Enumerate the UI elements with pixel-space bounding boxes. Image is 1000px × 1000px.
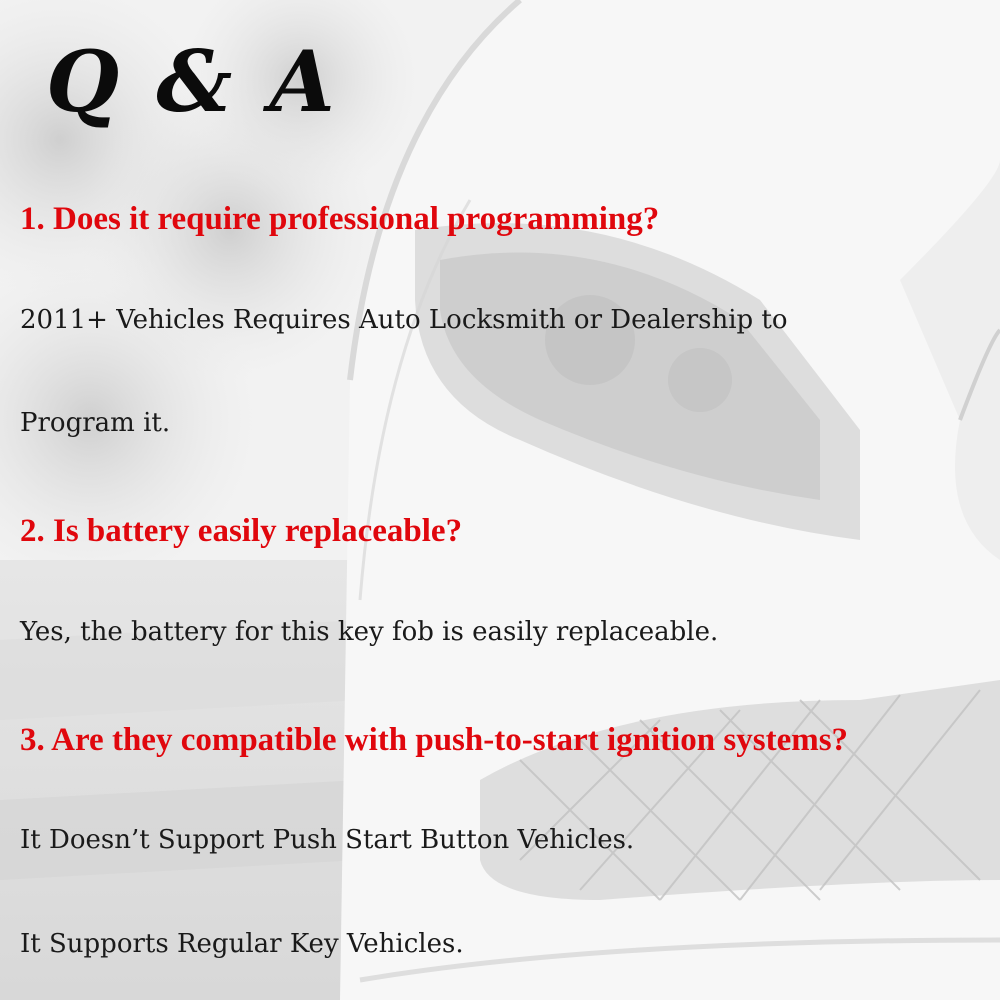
question-1: 1. Does it require professional programming?: [20, 201, 660, 237]
answer-3-line-2: It Supports Regular Key Vehicles.: [20, 929, 464, 959]
page-title: Q & A: [46, 32, 339, 131]
question-2: 2. Is battery easily replaceable?: [20, 513, 463, 549]
question-3: 3. Are they compatible with push-to-start ignition systems?: [20, 722, 849, 758]
answer-1-line-1: 2011+ Vehicles Requires Auto Locksmith or Dealership to: [20, 305, 788, 335]
answer-3-line-1: It Doesn’t Support Push Start Button Vehicles.: [20, 825, 635, 855]
answer-1-line-2: Program it.: [20, 408, 171, 438]
answer-2-line-1: Yes, the battery for this key fob is easily replaceable.: [20, 617, 719, 647]
